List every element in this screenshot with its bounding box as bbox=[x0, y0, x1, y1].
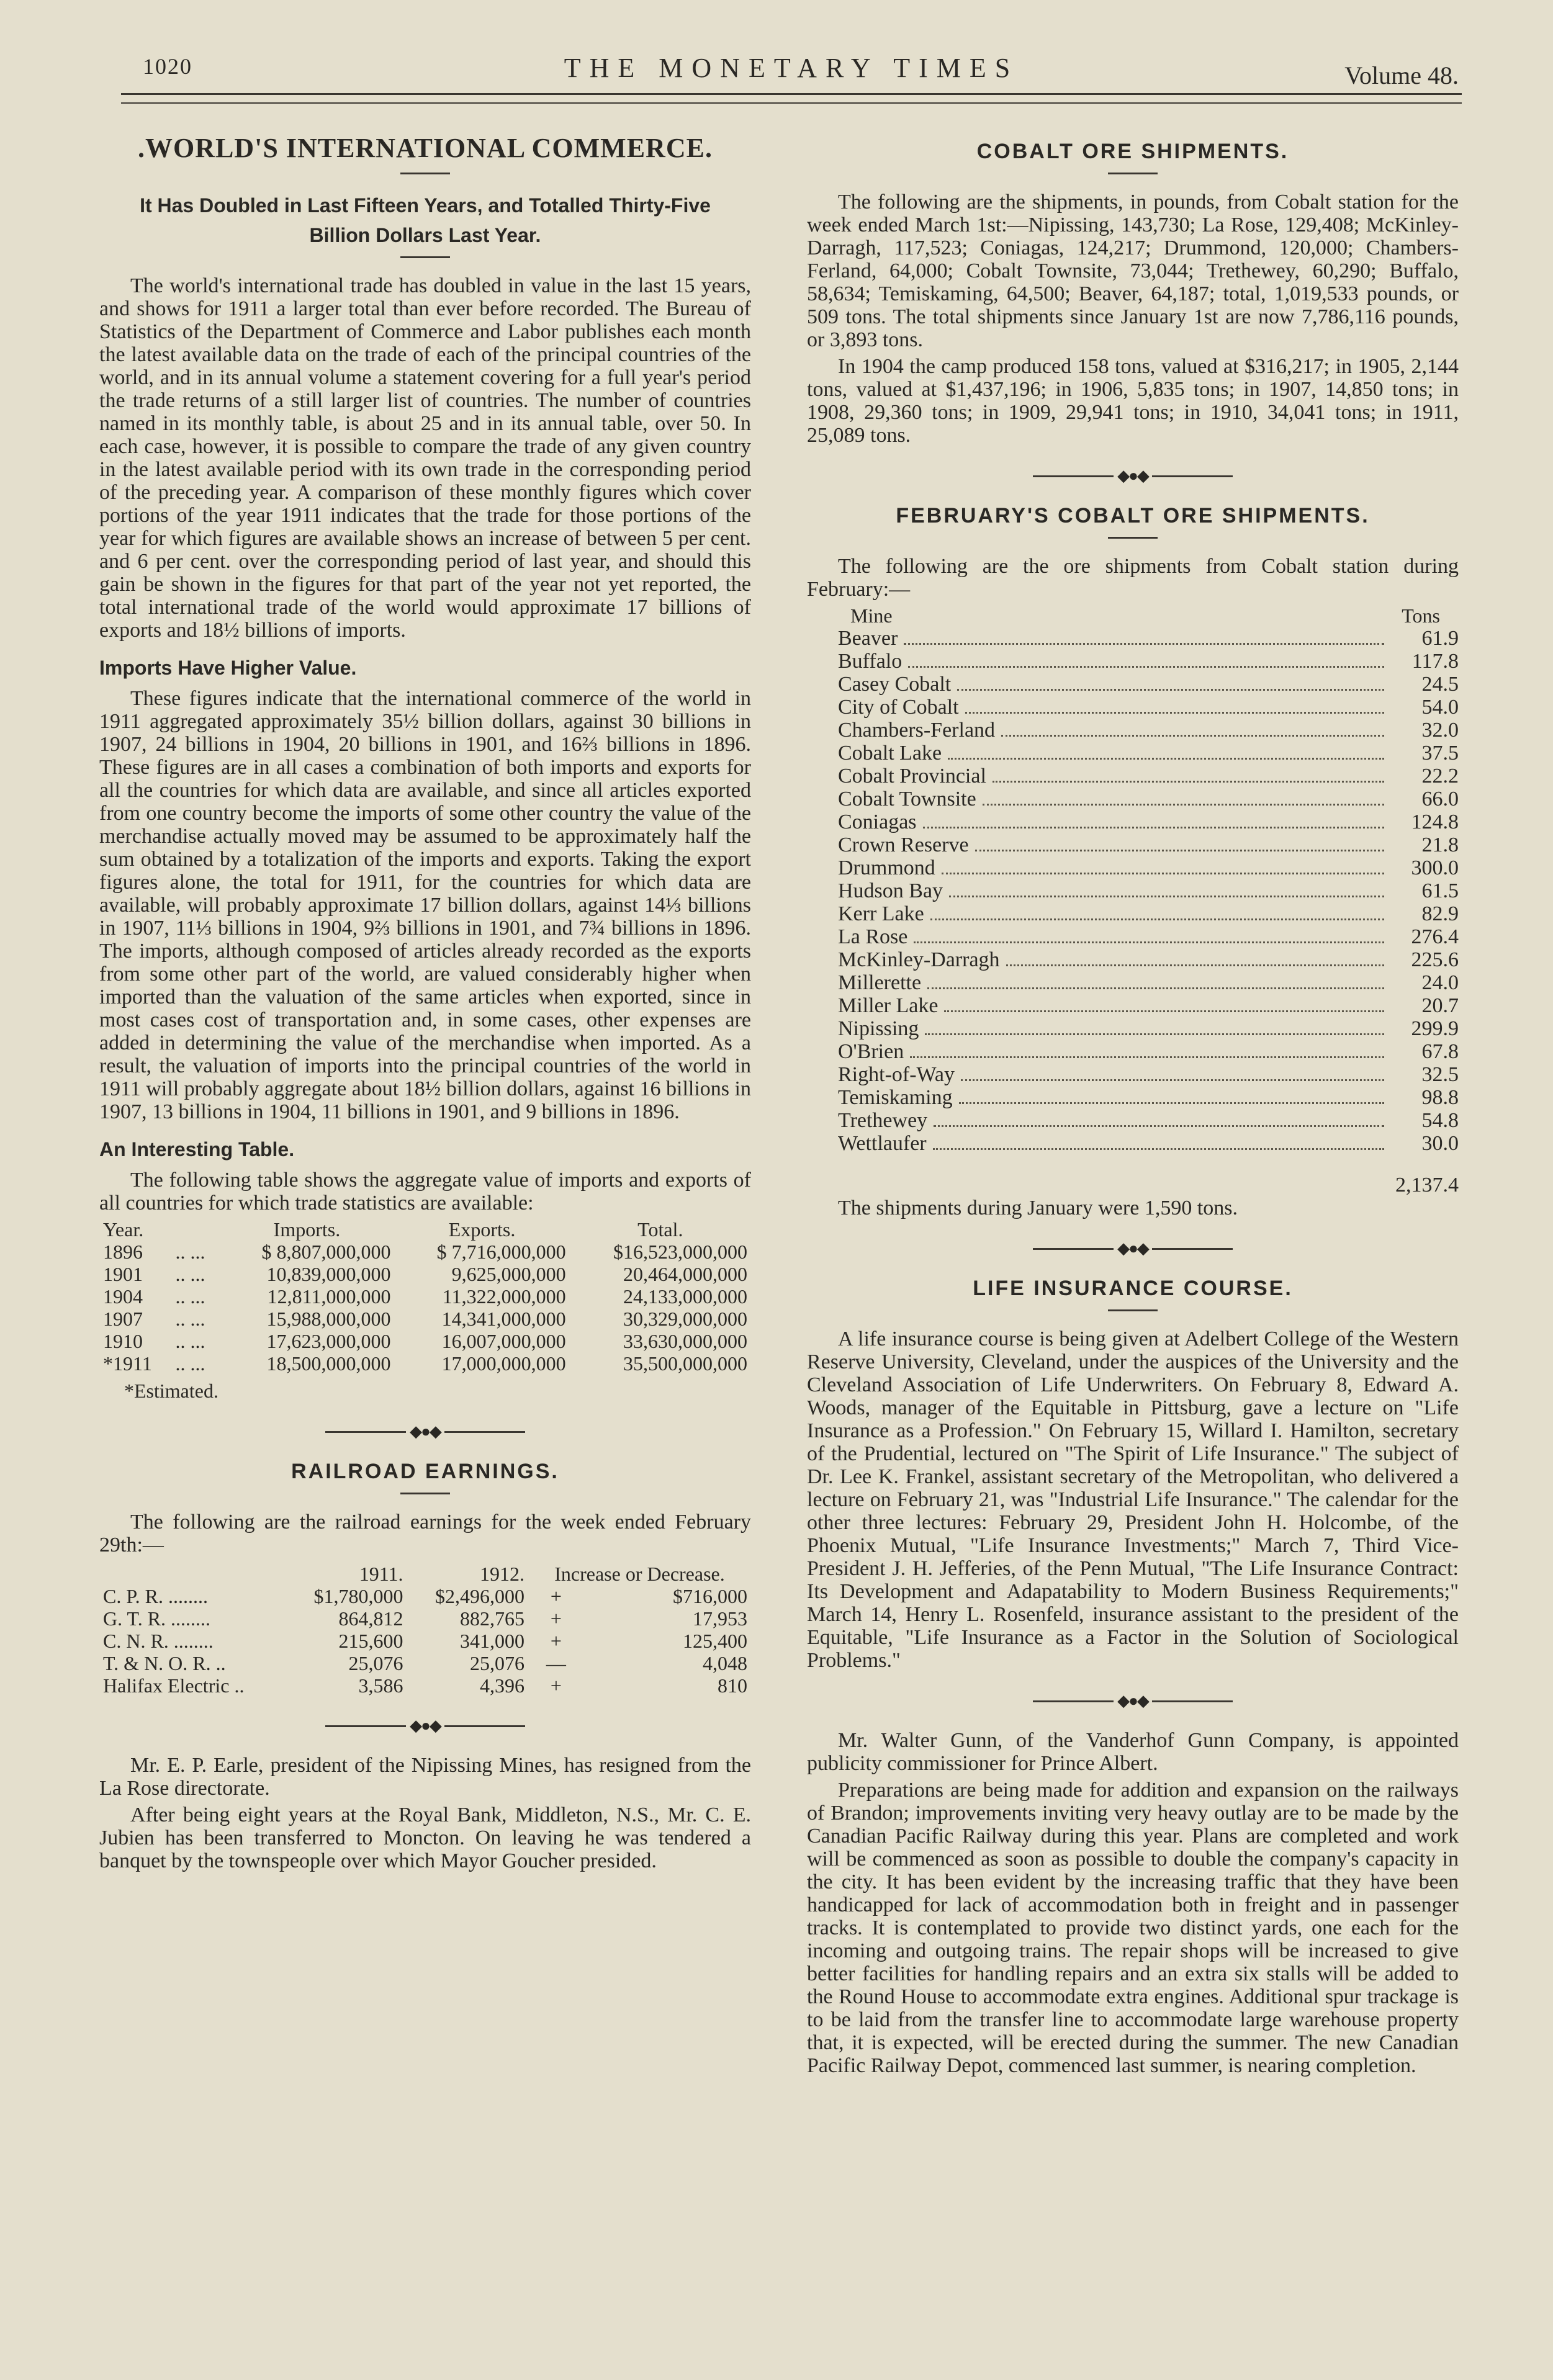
list-item: Miller Lake 20.7 bbox=[838, 994, 1459, 1018]
table-cell: + bbox=[550, 1674, 562, 1697]
list-item: Buffalo 117.8 bbox=[838, 650, 1459, 673]
table-cell: T. & N. O. R. .. bbox=[103, 1652, 226, 1675]
list-item: Chambers-Ferland 32.0 bbox=[838, 719, 1459, 742]
earnings-table bbox=[99, 1563, 751, 1697]
trade-table bbox=[99, 1218, 751, 1375]
table-row bbox=[99, 1652, 751, 1674]
table-cell: $ 7,716,000,000 bbox=[436, 1241, 566, 1263]
body-paragraph: The world's international trade has doubled in value in the last 15 years, and shows for 1911 a larger total than ever before recorded. The Bureau of Statistics of the Department of Commerce and Labor publishes each month the latest available data on the trade of each of the principal countries of the world, and in its annual volume a statement covering for a full year's period the trade returns of a still larger list of countries. The number of countries named in its monthly table, is about 25 and in its annual table, over 50. In each case, however, it is possible to compare the trade of any given country in the latest available period with its own trade in the corresponding period of the preceding year. A comparison of these monthly figures which cover portions of the year 1911 indicates that the trade for those portions of the year for which figures are available shows an increase of between 5 per cent. and 6 per cent. over the corresponding period of last year, and should this gain be shown in the figures for that part of the year not yet reported, the total international trade of the world would approximate 17 billions of exports and 18½ billions of imports. bbox=[99, 274, 751, 642]
column-header: Mine bbox=[850, 604, 893, 627]
table-cell: 11,322,000,000 bbox=[442, 1285, 566, 1308]
table-cell: Halifax Electric .. bbox=[103, 1674, 245, 1697]
table-cell: 125,400 bbox=[683, 1630, 747, 1653]
table-cell: 25,076 bbox=[470, 1652, 524, 1675]
article-title-world-commerce: .WORLD'S INTERNATIONAL COMMERCE. bbox=[138, 133, 713, 163]
masthead-rule bbox=[121, 93, 1462, 104]
table-cell: .. ... bbox=[175, 1308, 205, 1330]
table-cell: .. ... bbox=[175, 1330, 205, 1352]
table-cell: C. P. R. ........ bbox=[103, 1585, 208, 1608]
list-item: McKinley-Darragh 225.6 bbox=[838, 948, 1459, 972]
column-header: Exports. bbox=[448, 1218, 516, 1241]
table-cell: 1907 bbox=[103, 1308, 143, 1330]
masthead bbox=[124, 50, 1459, 99]
table-cell: — bbox=[546, 1652, 566, 1675]
article-subtitle: It Has Doubled in Last Fifteen Years, and Totalled Thirty-Five Billion Dollars Last Year. bbox=[140, 194, 711, 246]
table-row bbox=[99, 1630, 751, 1652]
news-note: After being eight years at the Royal Bank, Middleton, N.S., Mr. C. E. Jubien has been transferred to Moncton. On leaving he was tendered a banquet by the townspeople over which Mayor Goucher presided. bbox=[99, 1803, 751, 1873]
table-cell: 15,988,000,000 bbox=[266, 1308, 391, 1330]
body-paragraph: The shipments during January were 1,590 tons. bbox=[838, 1197, 1238, 1220]
table-cell: 18,500,000,000 bbox=[266, 1352, 391, 1375]
list-item: Drummond 300.0 bbox=[838, 856, 1459, 880]
body-paragraph: The following are the ore shipments from Cobalt station during February:— bbox=[807, 555, 1459, 601]
table-row bbox=[99, 1308, 751, 1330]
divider bbox=[400, 1493, 450, 1494]
column-header: Total. bbox=[637, 1218, 683, 1241]
table-cell: .. ... bbox=[175, 1241, 205, 1263]
table-cell: 16,007,000,000 bbox=[441, 1330, 566, 1352]
table-cell: 1910 bbox=[103, 1330, 143, 1352]
body-paragraph: A life insurance course is being given at Adelbert College of the Western Reserve University, Cleveland, under the auspices of the University and the Cleveland Association of Life Underwriters. On February 8, Edward A. Woods, manager of the Equitable in Pittsburg, gave a lecture on "Life Insurance as a Profession." On February 15, Willard I. Hamilton, secretary of the Prudential, lectured on "The Spirit of Life Insurance." The subject of Dr. Lee K. Frankel, assistant secretary of the Metropolitan, who delivered a lecture on February 21, was "Industrial Life Insurance." The calendar for the other three lectures: February 29, President John H. Holcombe, of the Phoenix Mutual, "Life Insurance Investments;" March 7, Third Vice-President J. H. Jefferies, of the Penn Mutual, "The Life Insurance Contract: Its Development and Adapatability to Modern Business Requirements;" March 14, Henry L. Rosenfeld, insurance assistant to the president of the Equitable, "Life Insurance as a Factor in the Solution of Sociological Problems." bbox=[807, 1327, 1459, 1673]
table-row bbox=[99, 1607, 751, 1630]
section-heading: An Interesting Table. bbox=[99, 1138, 295, 1161]
ornament-divider: ◆●◆ bbox=[99, 1421, 751, 1441]
table-cell: 1904 bbox=[103, 1285, 143, 1308]
table-row bbox=[99, 1352, 751, 1375]
journal-title: THE MONETARY TIMES bbox=[564, 53, 1019, 83]
table-footnote: *Estimated. bbox=[124, 1380, 218, 1402]
table-header-row bbox=[99, 1218, 751, 1241]
ornament-divider: ◆●◆ bbox=[99, 1715, 751, 1735]
article-title-cobalt: COBALT ORE SHIPMENTS. bbox=[976, 140, 1289, 163]
table-cell: + bbox=[550, 1585, 562, 1608]
table-cell: + bbox=[550, 1607, 562, 1630]
table-cell: .. ... bbox=[175, 1285, 205, 1308]
column-header: 1912. bbox=[480, 1563, 524, 1586]
table-row bbox=[99, 1330, 751, 1352]
table-cell: 9,625,000,000 bbox=[451, 1263, 566, 1285]
left-column bbox=[99, 121, 751, 1876]
divider bbox=[1108, 173, 1158, 174]
list-item: Cobalt Lake 37.5 bbox=[838, 742, 1459, 765]
article-title-railroad: RAILROAD EARNINGS. bbox=[291, 1460, 559, 1484]
list-item: Trethewey 54.8 bbox=[838, 1109, 1459, 1133]
table-cell: $ 8,807,000,000 bbox=[261, 1241, 391, 1263]
table-cell: 882,765 bbox=[460, 1607, 524, 1630]
list-item: Beaver 61.9 bbox=[838, 627, 1459, 650]
table-cell: 17,000,000,000 bbox=[441, 1352, 566, 1375]
table-cell: *1911 bbox=[103, 1352, 152, 1375]
table-cell: + bbox=[550, 1630, 562, 1653]
list-item: La Rose 276.4 bbox=[838, 925, 1459, 949]
body-paragraph: The following are the shipments, in pounds, from Cobalt station for the week ended March 1st:—Nipissing, 143,730; La Rose, 129,408; McKinley-Darragh, 117,523; Coniagas, 124,217; Drummond, 120,000; Chambers-Ferland, 64,000; Cobalt Townsite, 73,044; Trethewey, 60,290; Buffalo, 58,634; Temiskaming, 64,500; Beaver, 64,187; total, 1,019,533 pounds, or 509 tons. The total shipments since January 1st are now 7,786,116 pounds, or 3,893 tons. bbox=[807, 191, 1459, 351]
column-header: Year. bbox=[103, 1218, 144, 1241]
shipments-total: 2,137.4 bbox=[1395, 1174, 1459, 1197]
table-row bbox=[99, 1674, 751, 1697]
table-cell: $2,496,000 bbox=[435, 1585, 524, 1608]
list-item: Nipissing 299.9 bbox=[838, 1017, 1459, 1041]
table-cell: 810 bbox=[718, 1674, 747, 1697]
list-item: Coniagas 124.8 bbox=[838, 811, 1459, 834]
table-row bbox=[99, 1585, 751, 1607]
table-cell: 35,500,000,000 bbox=[623, 1352, 747, 1375]
list-item: Right-of-Way 32.5 bbox=[838, 1063, 1459, 1087]
table-cell: 17,953 bbox=[693, 1607, 747, 1630]
divider bbox=[1108, 1309, 1158, 1311]
table-row bbox=[99, 1263, 751, 1285]
table-cell: 25,076 bbox=[348, 1652, 403, 1675]
table-cell: .. ... bbox=[175, 1352, 205, 1375]
table-cell: 4,048 bbox=[703, 1652, 747, 1675]
divider bbox=[1108, 537, 1158, 539]
table-cell: 1901 bbox=[103, 1263, 143, 1285]
list-item: Cobalt Provincial 22.2 bbox=[838, 765, 1459, 788]
table-cell: 10,839,000,000 bbox=[266, 1263, 391, 1285]
table-cell: 12,811,000,000 bbox=[267, 1285, 391, 1308]
list-item: City of Cobalt 54.0 bbox=[838, 696, 1459, 719]
table-row bbox=[99, 1241, 751, 1263]
section-heading: Imports Have Higher Value. bbox=[99, 657, 357, 679]
list-item: Temiskaming 98.8 bbox=[838, 1086, 1459, 1110]
table-cell: 3,586 bbox=[358, 1674, 403, 1697]
table-cell: 215,600 bbox=[338, 1630, 403, 1653]
column-header: Increase or Decrease. bbox=[554, 1563, 725, 1586]
divider bbox=[400, 173, 450, 174]
column-header: 1911. bbox=[359, 1563, 403, 1586]
table-cell: $1,780,000 bbox=[313, 1585, 403, 1608]
right-column bbox=[807, 121, 1459, 2081]
table-cell: 33,630,000,000 bbox=[623, 1330, 747, 1352]
shipments-list bbox=[807, 627, 1459, 1155]
ornament-divider: ◆●◆ bbox=[807, 465, 1459, 485]
shipments-header bbox=[807, 604, 1459, 627]
table-cell: $16,523,000,000 bbox=[613, 1241, 747, 1263]
table-cell: 14,341,000,000 bbox=[441, 1308, 566, 1330]
table-cell: 341,000 bbox=[460, 1630, 524, 1653]
page-number: 1020 bbox=[143, 54, 192, 79]
column-header: Imports. bbox=[273, 1218, 341, 1241]
table-cell: C. N. R. ........ bbox=[103, 1630, 214, 1653]
body-paragraph: In 1904 the camp produced 158 tons, valued at $316,217; in 1905, 2,144 tons, valued at $1,437,196; in 1906, 5,835 tons; in 1907, 14,850 tons; in 1908, 29,360 tons; in 1909, 29,941 tons; in 1910, 34,041 tons; in 1911, 25,089 tons. bbox=[807, 355, 1459, 447]
list-item: Cobalt Townsite 66.0 bbox=[838, 788, 1459, 811]
table-cell: 20,464,000,000 bbox=[623, 1263, 747, 1285]
list-item: Wettlaufer 30.0 bbox=[838, 1132, 1459, 1156]
table-cell: 4,396 bbox=[480, 1674, 524, 1697]
list-item: O'Brien 67.8 bbox=[838, 1040, 1459, 1064]
table-cell: 1896 bbox=[103, 1241, 143, 1263]
table-cell: $716,000 bbox=[673, 1585, 747, 1608]
table-cell: 864,812 bbox=[338, 1607, 403, 1630]
list-item: Kerr Lake 82.9 bbox=[838, 902, 1459, 926]
table-header-row bbox=[99, 1563, 751, 1585]
list-item: Hudson Bay 61.5 bbox=[838, 879, 1459, 903]
divider bbox=[400, 256, 450, 258]
column-header: Tons bbox=[1402, 604, 1440, 627]
body-paragraph: The following table shows the aggregate value of imports and exports of all countries for which trade statistics are available: bbox=[99, 1169, 751, 1215]
body-paragraph: These figures indicate that the international commerce of the world in 1911 aggregated approximately 35½ billion dollars, against 30 billions in 1907, 24 billions in 1904, 20 billions in 1901, and 16⅔ billions in 1896. These figures are in all cases a combination of both imports and exports for all the countries for which data are available, and since all articles exported from one country become the imports of some other country the value of the merchandise actually moved may be assumed to be approximately half the sum obtained by a totalization of the imports and exports. Taking the export figures alone, the total for 1911, for the countries for which data are available, will probably approximate 17 billion dollars, against 14⅓ billions in 1907, 11⅓ billions in 1904, 9⅔ billions in 1901, and 7¾ billions in 1896. The imports, although composed of articles already recorded as the exports from some other part of the world, are valued considerably higher when imported than the valuation of the same articles when exported, since in most cases cost of transportation and, in some cases, other expenses are added in determining the value of the merchandise when imported. As a result, the valuation of imports into the principal countries of the world in 1911 will probably aggregate about 18½ billion dollars, against 16 billions in 1907, 13 billions in 1904, 11 billions in 1901, and 9 billions in 1896. bbox=[99, 687, 751, 1123]
article-title-february: FEBRUARY'S COBALT ORE SHIPMENTS. bbox=[896, 504, 1370, 528]
volume-label: Volume 48. bbox=[1344, 61, 1459, 89]
table-cell: 24,133,000,000 bbox=[623, 1285, 747, 1308]
news-note: Mr. E. P. Earle, president of the Nipissing Mines, has resigned from the La Rose directorate. bbox=[99, 1754, 751, 1800]
article-title-life-insurance: LIFE INSURANCE COURSE. bbox=[973, 1277, 1293, 1301]
table-cell: G. T. R. ........ bbox=[103, 1607, 211, 1630]
list-item: Millerette 24.0 bbox=[838, 971, 1459, 995]
ornament-divider: ◆●◆ bbox=[807, 1238, 1459, 1258]
news-note: Mr. Walter Gunn, of the Vanderhof Gunn Company, is appointed publicity commissioner for Prince Albert. bbox=[807, 1729, 1459, 1776]
ornament-divider: ◆●◆ bbox=[807, 1691, 1459, 1710]
table-cell: 17,623,000,000 bbox=[266, 1330, 391, 1352]
list-item: Crown Reserve 21.8 bbox=[838, 833, 1459, 857]
table-cell: 30,329,000,000 bbox=[623, 1308, 747, 1330]
body-paragraph: The following are the railroad earnings for the week ended February 29th:— bbox=[99, 1511, 751, 1557]
news-note: Preparations are being made for addition and expansion on the railways of Brandon; improvements inviting very heavy outlay are to be made by the Canadian Pacific Railway during this year. Plans are completed and work will be commenced as soon as possible to double the company's capacity in the city. It has been evident by the increasing traffic that they have been handicapped for lack of accommodation both in freight and in passenger tracks. It is contemplated to provide two distinct yards, one each for the incoming and outgoing trains. The repair shops will be increased to give better facilities for handling repairs and an extra six stalls will be added to the Round House to accommodate extra engines. Additional spur trackage is to be laid from the transfer line to accommodate large warehouse property that, it is expected, will be erected during the summer. The new Canadian Pacific Railway Depot, commenced last summer, is nearing completion. bbox=[807, 1779, 1459, 2078]
table-row bbox=[99, 1285, 751, 1308]
table-cell: .. ... bbox=[175, 1263, 205, 1285]
list-item: Casey Cobalt 24.5 bbox=[838, 673, 1459, 696]
